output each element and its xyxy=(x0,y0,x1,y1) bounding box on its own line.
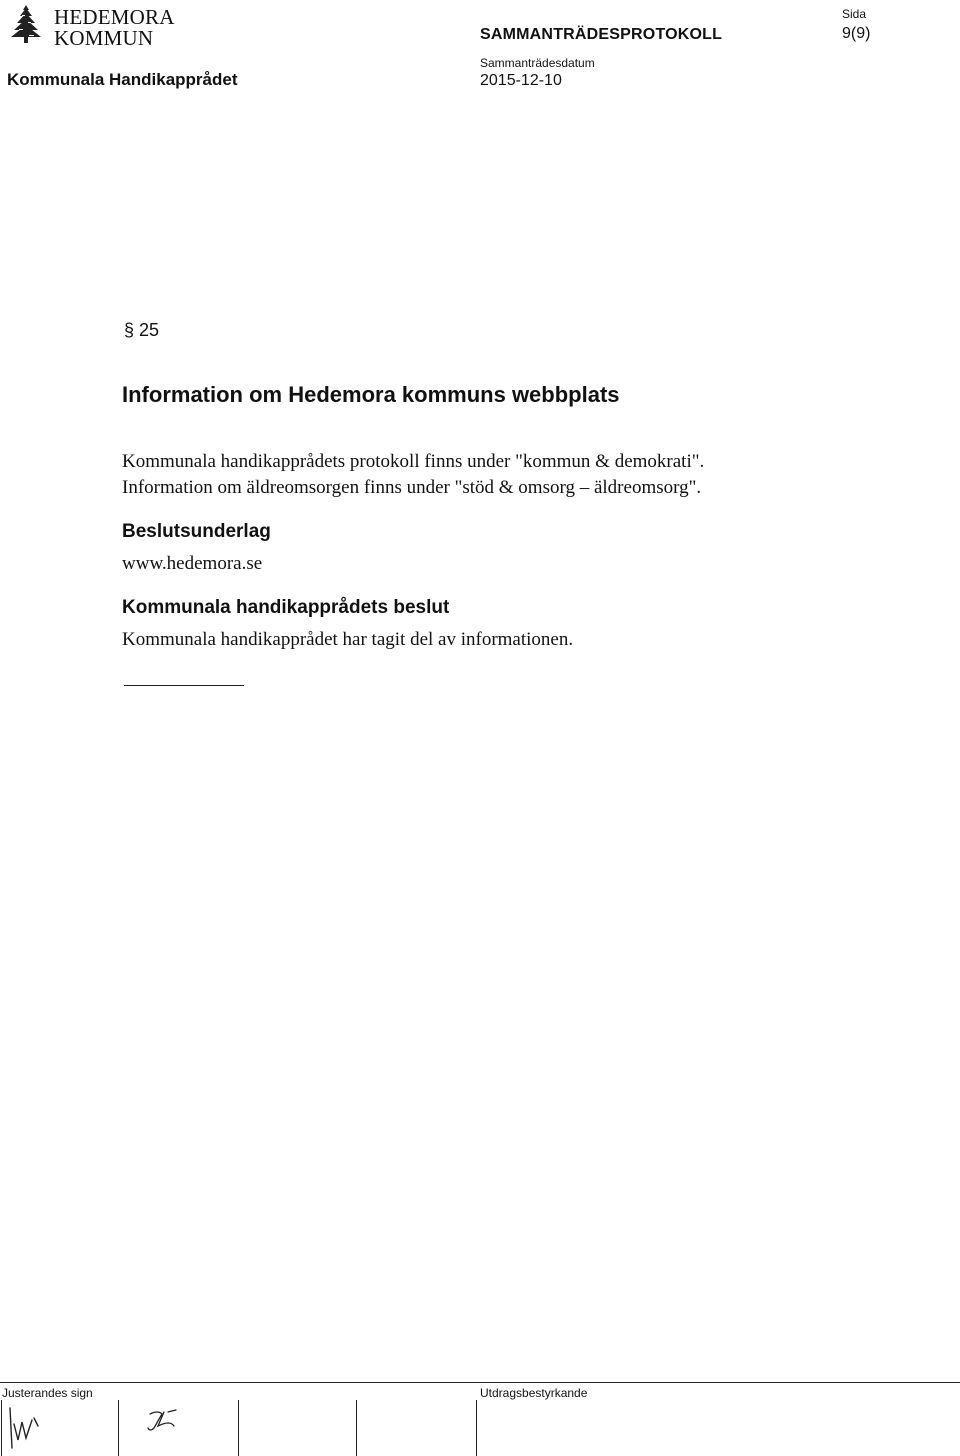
signature-box-border xyxy=(476,1400,477,1456)
footer-divider xyxy=(0,1382,960,1383)
decision-heading: Kommunala handikapprådets beslut xyxy=(122,597,450,618)
tree-logo-icon xyxy=(8,4,44,44)
committee-name: Kommunala Handikapprådet xyxy=(7,70,238,89)
section-title: Information om Hedemora kommuns webbplats xyxy=(122,382,620,407)
org-name-line1: HEDEMORA xyxy=(54,5,175,29)
adjuster-sign-label: Justerandes sign xyxy=(2,1386,93,1400)
end-divider xyxy=(124,685,244,686)
org-name-line2: KOMMUN xyxy=(54,26,154,50)
decision-text: Kommunala handikapprådet har tagit del av informationen. xyxy=(122,629,574,650)
page-number: 9(9) xyxy=(842,25,871,42)
signature-box-border xyxy=(238,1400,239,1456)
handwritten-initials-2 xyxy=(144,1406,188,1436)
document-type: SAMMANTRÄDESPROTOKOLL xyxy=(480,26,723,43)
paragraph-number: § 25 xyxy=(124,320,160,340)
signature-box-border xyxy=(118,1400,119,1456)
meeting-date-label: Sammanträdesdatum xyxy=(480,56,595,70)
basis-link: www.hedemora.se xyxy=(122,553,263,574)
extract-verification-label: Utdragsbestyrkande xyxy=(480,1386,588,1400)
meeting-date: 2015-12-10 xyxy=(480,72,562,89)
body-text-line: Information om äldreomsorgen finns under "stöd & omsorg – äldreomsorg". xyxy=(122,477,702,498)
signature-box-border xyxy=(1,1400,2,1456)
handwritten-initials-1 xyxy=(6,1404,46,1452)
signature-box-border xyxy=(356,1400,357,1456)
body-text-line: Kommunala handikapprådets protokoll finns under "kommun & demokrati". xyxy=(122,451,705,472)
page-label: Sida xyxy=(842,7,867,21)
basis-heading: Beslutsunderlag xyxy=(122,521,271,542)
